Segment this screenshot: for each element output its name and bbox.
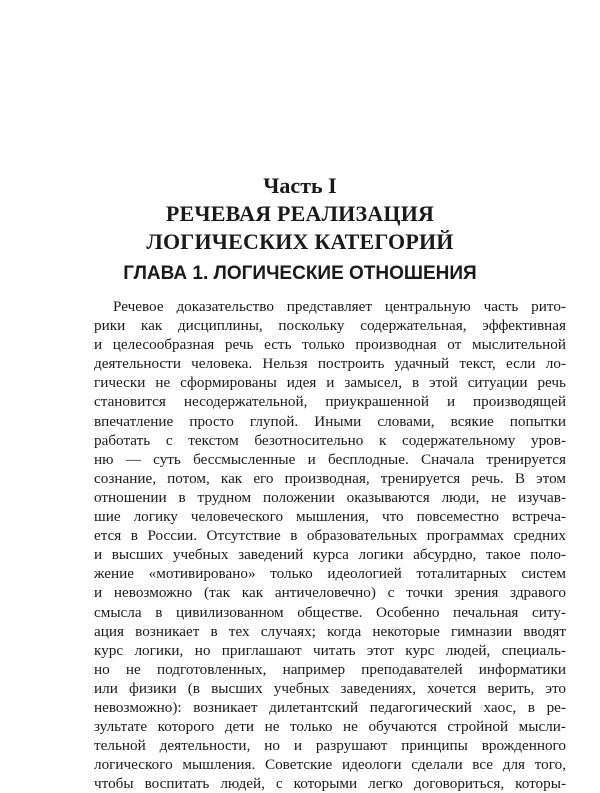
text-line: тельной деятельности, но и разрушают принципы врожденного bbox=[94, 737, 566, 755]
text-line: шие логику человеческого мышления, что повсеместно встреча- bbox=[94, 508, 566, 526]
text-line: отношении в трудном положении оказываются люди, не изучав- bbox=[94, 488, 566, 506]
text-line: Речевое доказательство представляет центральную часть рито- bbox=[113, 298, 566, 315]
part-subtitle-line-2: ЛОГИЧЕСКИХ КАТЕГОРИЙ bbox=[146, 229, 454, 254]
part-heading bbox=[0, 172, 600, 256]
text-line: или физики (в высших учебных заведениях, хочется верить, это bbox=[94, 679, 566, 697]
text-line: и высших учебных заведений курса логики абсурдно, такое поло- bbox=[94, 546, 566, 564]
part-subtitle-line-1: РЕЧЕВАЯ РЕАЛИЗАЦИЯ bbox=[165, 201, 435, 226]
text-line: курс логики, но приглашают читать этот курс людей, специаль- bbox=[94, 641, 566, 659]
text-line: ню — суть бессмысленные и бесплодные. Сначала тренируется bbox=[94, 450, 566, 468]
chapter-title: ГЛАВА 1. ЛОГИЧЕСКИЕ ОТНОШЕНИЯ bbox=[123, 263, 477, 284]
text-line: смысла в цивилизованном обществе. Особенно печальная ситу- bbox=[94, 603, 566, 621]
text-line: невозможно): возникает дилетантский педагогический хаос, в ре- bbox=[94, 698, 566, 716]
text-line: ется в России. Отсутствие в образовательных программах средних bbox=[94, 527, 566, 545]
text-line: сознание, потом, как его производная, тренируется речь. В этом bbox=[94, 469, 566, 487]
text-line: ация возникает в тех случаях; когда некоторые гимназии вводят bbox=[94, 622, 566, 640]
text-line: работать с текстом безотносительно к содержательному уров- bbox=[94, 431, 566, 449]
text-line: становится несодержательной, приукрашенной и производящей bbox=[94, 393, 566, 411]
text-line: но не подготовленных, например преподавателей информатики bbox=[94, 660, 566, 678]
text-line: зультате которого дети не только не обучаются стройной мысли- bbox=[94, 718, 566, 736]
body-paragraph bbox=[94, 297, 566, 793]
text-line: деятельности человека. Нельзя построить удачный текст, если ло- bbox=[94, 355, 566, 373]
part-title: Часть I bbox=[263, 173, 337, 198]
text-line: впечатление просто глупой. Иными словами, всякие попытки bbox=[94, 412, 566, 430]
text-line: и целесообразная речь есть только производная от мыслительной bbox=[94, 336, 566, 354]
text-line: логического мышления. Советские идеологи сделали все для того, bbox=[94, 756, 566, 774]
text-line: и невозможно (так как античеловечно) с точки зрения здравого bbox=[94, 584, 566, 602]
text-line: рики как дисциплины, поскольку содержательная, эффективная bbox=[94, 317, 566, 335]
text-line: жение «мотивировано» только идеологией тоталитарных систем bbox=[94, 565, 566, 583]
text-line: чтобы воспитать людей, с которыми легко договориться, которы- bbox=[94, 775, 566, 793]
text-line: гически не сформированы идея и замысел, в этой ситуации речь bbox=[94, 374, 566, 392]
